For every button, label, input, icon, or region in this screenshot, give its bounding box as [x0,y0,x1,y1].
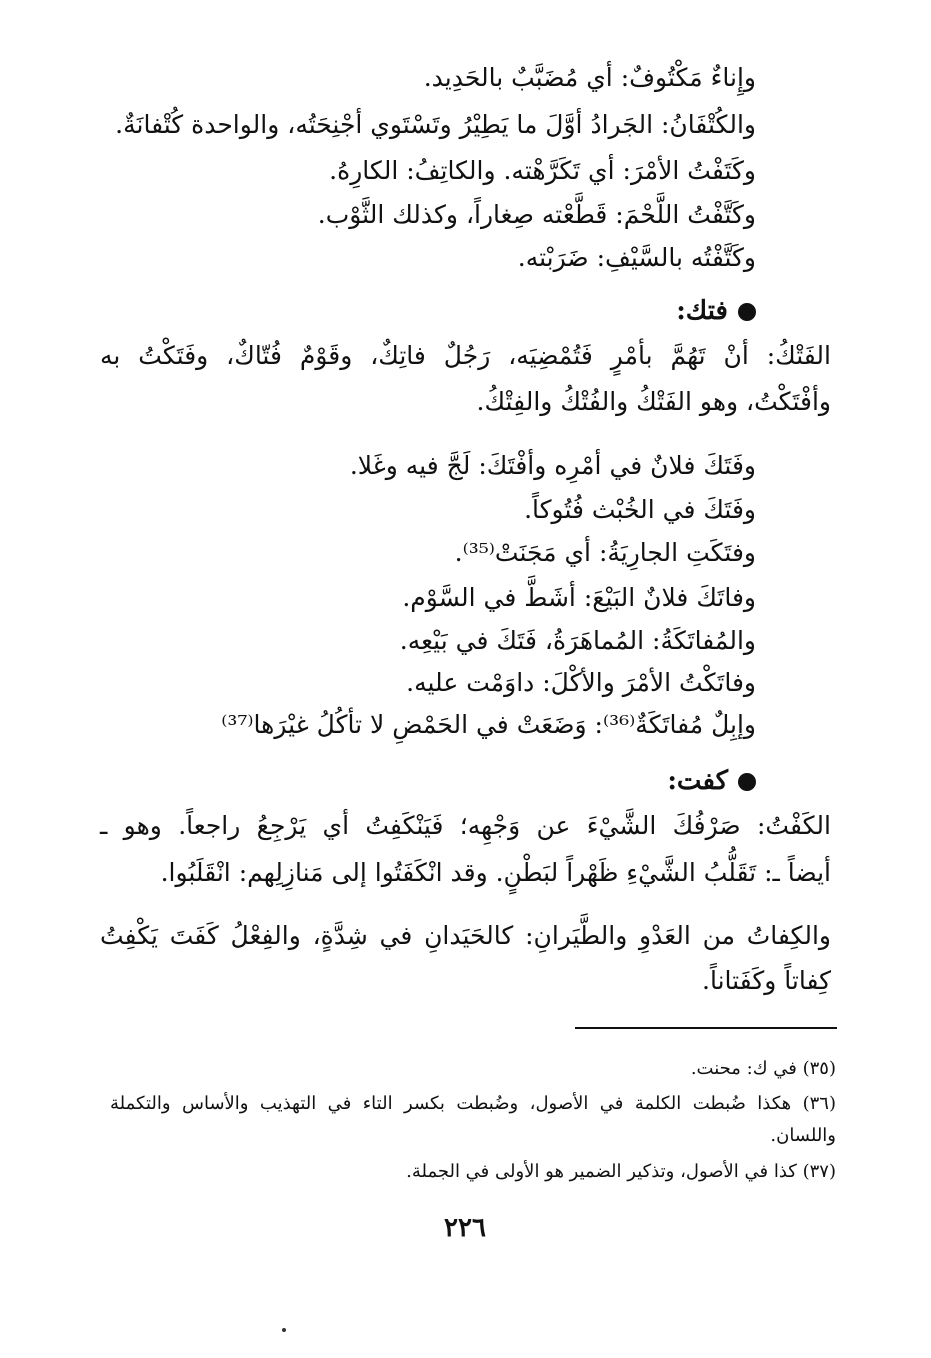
paragraph-line: الفَتْكُ: أنْ تَهُمَّ بأمْرٍ فَتُمْضِيَه، رَجُلٌ فاتِكٌ، وقَوْمٌ فُتّاكٌ، وفَتَكْتُ به [100,341,831,370]
footnote: (٣٥) في ك: محنت. [690,1058,836,1079]
entry-line: والكُتْفَانُ: الجَرادُ أوَّلَ ما يَطِيْرُ وتَسْتَوي أجْنِحَتُه، والواحدة كُتْفانَةٌ. [115,110,756,139]
entry-line: وإبِلٌ مُفاتَكَةٌ⁽³⁶⁾: وَضَعَتْ في الحَمْضِ لا تأكُلُ غيْرَها⁽³⁷⁾ [221,710,756,739]
entry-line: وكَتَّفْتُ اللَّحْمَ: قَطَّعْته صِغاراً، وكذلك الثَّوْب. [317,200,756,229]
section-heading-fatk [676,293,756,329]
entry-line: وفاتَكْتُ الأمْرَ والأكْلَ: داوَمْت عليه. [406,668,756,697]
heading-text: فتك: [676,296,728,326]
entry-line: وكَتَّفْتُه بالسَّيْفِ: ضَرَبْته. [517,243,756,272]
entry-line: وفاتَكَ فلانٌ البَيْعَ: أشَطَّ في السَّوْم. [402,583,756,612]
entry-line: والمُفاتَكَةُ: المُماهَرَةُ، فَتَكَ في بَيْعِه. [399,626,756,655]
footnote: (٣٦) هكذا ضُبطت الكلمة في الأصول، وضُبطت بكسر التاء في التهذيب والأساس والتكملة [110,1093,836,1114]
footnote: (٣٧) كذا في الأصول، وتذكير الضمير هو الأولى في الجملة. [406,1161,836,1182]
entry-line: وفَتَكَ في الخُبْث فُتُوكاً. [524,495,756,524]
bullet-icon [738,773,756,791]
section-heading-kaft [667,763,756,799]
footnote-continuation: واللسان. [770,1125,836,1146]
paragraph-line: والكِفاتُ من العَدْوِ والطَّيَرانِ: كالحَيَدانِ في شِدَّةٍ، والفِعْلُ كَفَتَ يَكْفِتُ [100,921,831,950]
bullet-icon [738,303,756,321]
paragraph-line: الكَفْتُ: صَرْفُكَ الشَّيْءَ عن وَجْهِه؛ فَيَنْكَفِتُ أي يَرْجِعُ راجعاً. وهو ـ [100,811,831,840]
paragraph-line: وأفْتَكْتُ، وهو الفَتْكُ والفُتْكُ والفِتْكُ. [476,387,831,416]
entry-line: وكَتَفْتُ الأمْرَ: أي تَكَرَّهْته. والكاتِفُ: الكارِهُ. [329,156,756,185]
heading-text: كفت: [667,766,728,796]
scan-speck [282,1328,286,1332]
entry-line: وإِناءٌ مَكْتُوفٌ: أي مُضَبَّبٌ بالحَدِيد. [423,63,756,92]
paragraph-line: كِفاتاً وكَفَتاناً. [702,966,831,995]
page-number: ٢٢٦ [444,1213,486,1243]
paragraph-line: أيضاً ـ: تَقَلُّبُ الشَّيْءِ ظَهْراً لبَطْنٍ. وقد انْكَفَتُوا إلى مَنازِلِهم: انْقَلَبُوا. [160,858,831,887]
entry-line: وفَتَكَ فلانٌ في أمْرِه وأفْتَكَ: لَجَّ فيه وغَلا. [349,451,756,480]
entry-line: وفتَكَتِ الجارِيَةُ: أي مَجَنَتْ⁽³⁵⁾. [454,538,756,567]
footnote-separator [575,1027,837,1029]
